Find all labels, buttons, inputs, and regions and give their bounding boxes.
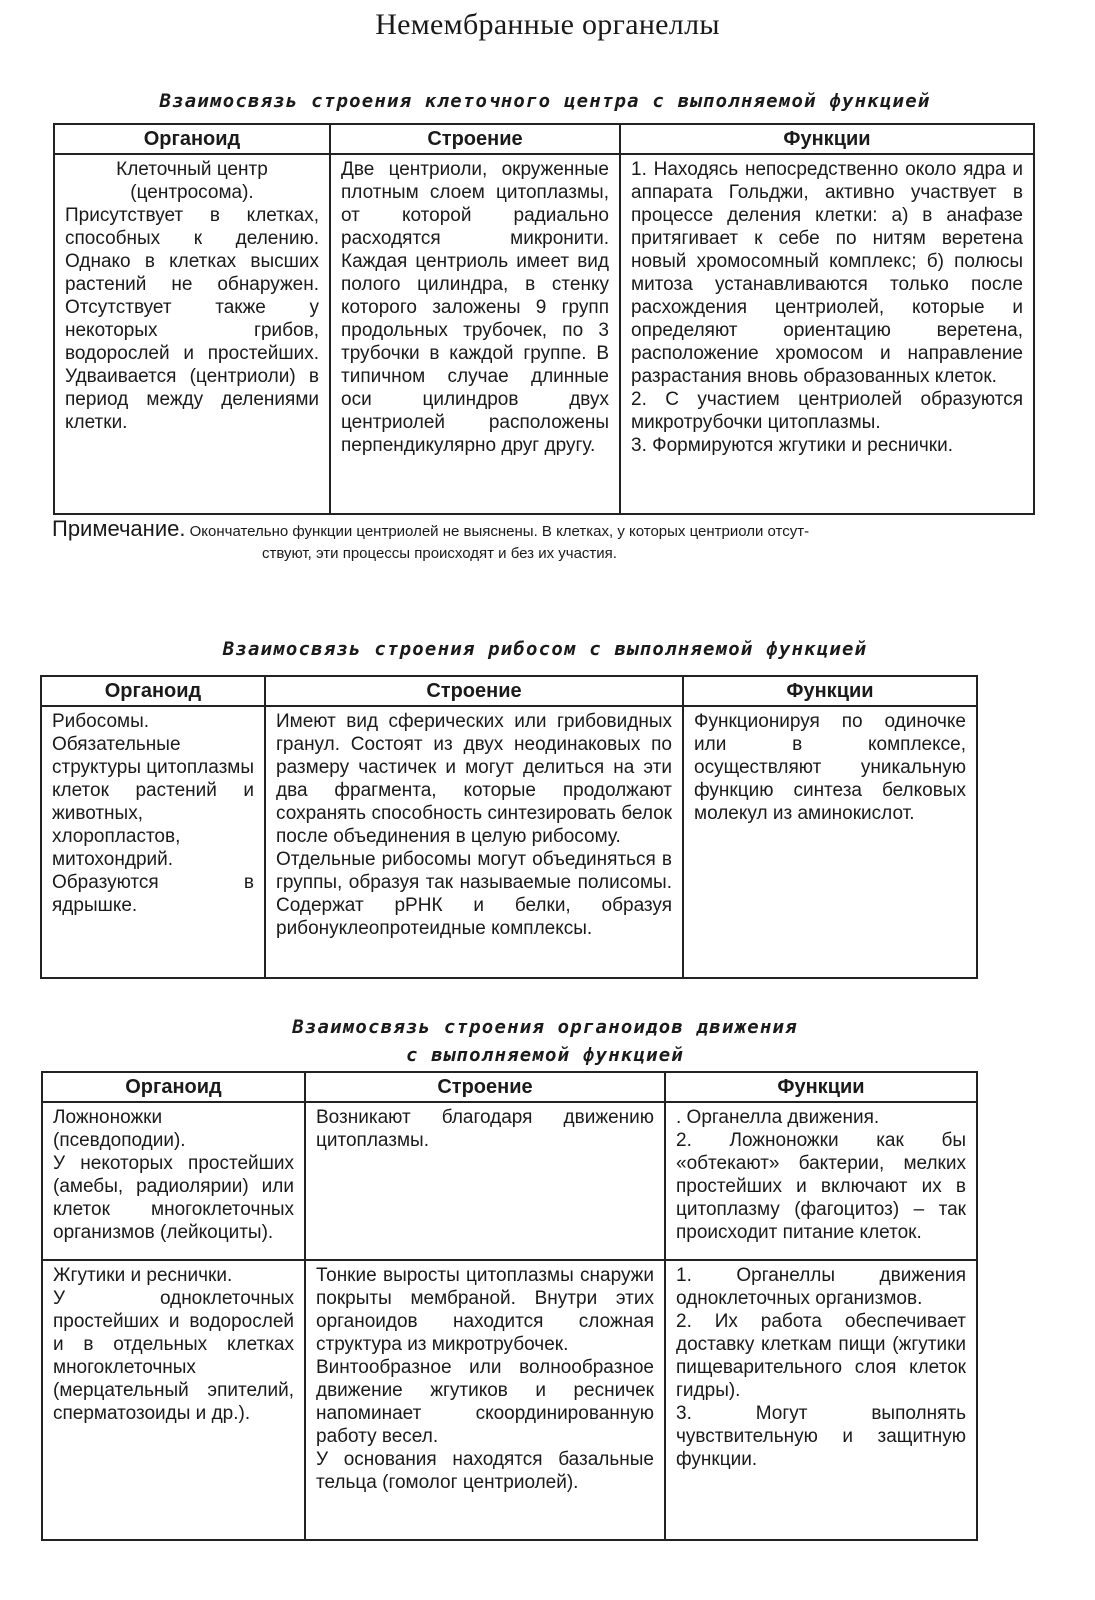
function-item: 2. Ложноножки как бы «обтекают» бактерии, мелких простейших и включают их в цитоплазму (фагоцитоз) – так происходит питание клеток.	[676, 1130, 966, 1243]
function-item: 3. Могут выполнять чувствительную и защитную функции.	[676, 1403, 966, 1470]
structure-cell	[330, 154, 620, 514]
function-item: 1. Органеллы движения одноклеточных организмов.	[676, 1265, 966, 1309]
functions-cell	[665, 1260, 977, 1540]
header-structure: Строение	[305, 1072, 665, 1102]
header-functions: Функции	[665, 1072, 977, 1102]
header-structure: Строение	[265, 676, 683, 706]
organoid-name: Клеточный центр (центросома).	[116, 159, 268, 203]
structure-text: Две центриоли, окруженные плотным слоем цитоплазмы, от которой радиально расходятся микронити. Каждая центриоль имеет вид полого цилиндра, в стенку которого заложены 9 групп продольных трубочек, по 3 трубочки в каждой группе. В типичном случае длинные оси цилиндров двух центриолей расположены перпендикулярно друг другу.	[341, 159, 609, 456]
function-item: 2. С участием центриолей образуются микротрубочки цитоплазмы.	[631, 389, 1023, 433]
table-header-row	[41, 676, 977, 706]
table-row	[42, 1102, 977, 1260]
header-organoid: Органоид	[41, 676, 265, 706]
function-item: Функционируя по одиночке или в комплексе, осуществляют уникальную функцию синтеза белковых молекул из аминокислот.	[694, 711, 966, 824]
structure-cell	[305, 1260, 665, 1540]
organoid-description: Обязательные структуры цитоплазмы клеток растений и животных, хлоропластов, митохондрий.	[52, 734, 254, 870]
section1-caption: Взаимосвязь строения клеточного центра с выполняемой функцией	[159, 90, 931, 112]
organoid-cell	[42, 1102, 305, 1260]
function-item: . Органелла движения.	[676, 1107, 880, 1128]
table-row	[42, 1260, 977, 1540]
organoid-origin: Образуются в ядрышке.	[52, 872, 254, 916]
table-row	[54, 154, 1034, 514]
organoid-name: Рибосомы.	[52, 711, 150, 732]
organoid-name: Ложноножки (псевдоподии).	[53, 1107, 186, 1151]
section3-caption-line1: Взаимосвязь строения органоидов движения	[292, 1016, 798, 1038]
organoid-description: У одноклеточных простейших и водорослей и в отдельных клетках многоклеточных (мерцательный эпителий, сперматозоиды и др.).	[53, 1288, 294, 1424]
functions-cell	[683, 706, 977, 978]
structure-text: У основания находятся базальные тельца (гомолог центриолей).	[316, 1449, 654, 1493]
organoid-description: У некоторых простейших (амебы, радиолярии) или клеток многоклеточных организмов (лейкоциты).	[53, 1153, 294, 1243]
movement-organoids-table	[41, 1071, 978, 1541]
function-item: 1. Находясь непосредственно около ядра и аппарата Гольджи, активно участвует в процессе деления клетки: а) в анафазе притягивает к себе по нитям веретена новый хромосомный комплекс; б) полюсы митоза устанавливаются только после расхождения центриолей, которые и определяют ориентацию веретена, расположение хромосом и направление разрастания вновь образованных клеток.	[631, 159, 1023, 387]
table-header-row	[54, 124, 1034, 154]
ribosome-table	[40, 675, 978, 979]
organoid-cell	[42, 1260, 305, 1540]
page-title: Немембранные органеллы	[375, 8, 720, 41]
centrosome-table	[53, 123, 1035, 515]
note	[52, 518, 1042, 565]
section3-caption-line2: с выполняемой функцией	[405, 1044, 685, 1066]
structure-text: Имеют вид сферических или грибовидных гранул. Состоят из двух неодинаковых по размеру частичек и могут делиться на эти два фрагмента, которые продолжают сохранять способность синтезировать белок после объединения в целую рибосому.	[276, 711, 672, 847]
table-row	[41, 706, 977, 978]
organoid-name: Жгутики и реснички.	[53, 1265, 233, 1286]
organoid-cell	[41, 706, 265, 978]
structure-cell	[265, 706, 683, 978]
functions-cell	[665, 1102, 977, 1260]
table-header-row	[42, 1072, 977, 1102]
functions-cell	[620, 154, 1034, 514]
structure-text: Отдельные рибосомы могут объединяться в группы, образуя так называемые полисомы. Содержат рРНК и белки, образуя рибонуклеопротеидные комплексы.	[276, 849, 672, 939]
header-functions: Функции	[620, 124, 1034, 154]
structure-cell	[305, 1102, 665, 1260]
header-organoid: Органоид	[42, 1072, 305, 1102]
header-functions: Функции	[683, 676, 977, 706]
organoid-cell	[54, 154, 330, 514]
note-lead: Примечание.	[52, 516, 186, 541]
section2-caption: Взаимосвязь строения рибосом с выполняемой функцией	[222, 638, 868, 660]
structure-text: Возникают благодаря движению цитоплазмы.	[316, 1107, 654, 1151]
header-structure: Строение	[330, 124, 620, 154]
header-organoid: Органоид	[54, 124, 330, 154]
structure-text: Винтообразное или волнообразное движение жгутиков и ресничек напоминает скоординированную работу весел.	[316, 1357, 654, 1447]
organoid-description: Присутствует в клетках, способных к делению. Однако в клетках высших растений не обнаружен. Отсутствует также у некоторых грибов, водорослей и простейших. Удваивается (центриоли) в период между делениями клетки.	[65, 205, 319, 433]
function-item: 3. Формируются жгутики и реснички.	[631, 435, 954, 456]
note-continuation: ствуют, эти процессы происходят и без их участия.	[262, 545, 617, 562]
structure-text: Тонкие выросты цитоплазмы снаружи покрыты мембраной. Внутри этих органоидов находится сложная структура из микротрубочек.	[316, 1265, 654, 1355]
note-text: Окончательно функции центриолей не выяснены. В клетках, у которых центриоли отсут-	[189, 523, 810, 540]
function-item: 2. Их работа обеспечивает доставку клеткам пищи (жгутики пищеварительного слоя клеток гидры).	[676, 1311, 966, 1401]
